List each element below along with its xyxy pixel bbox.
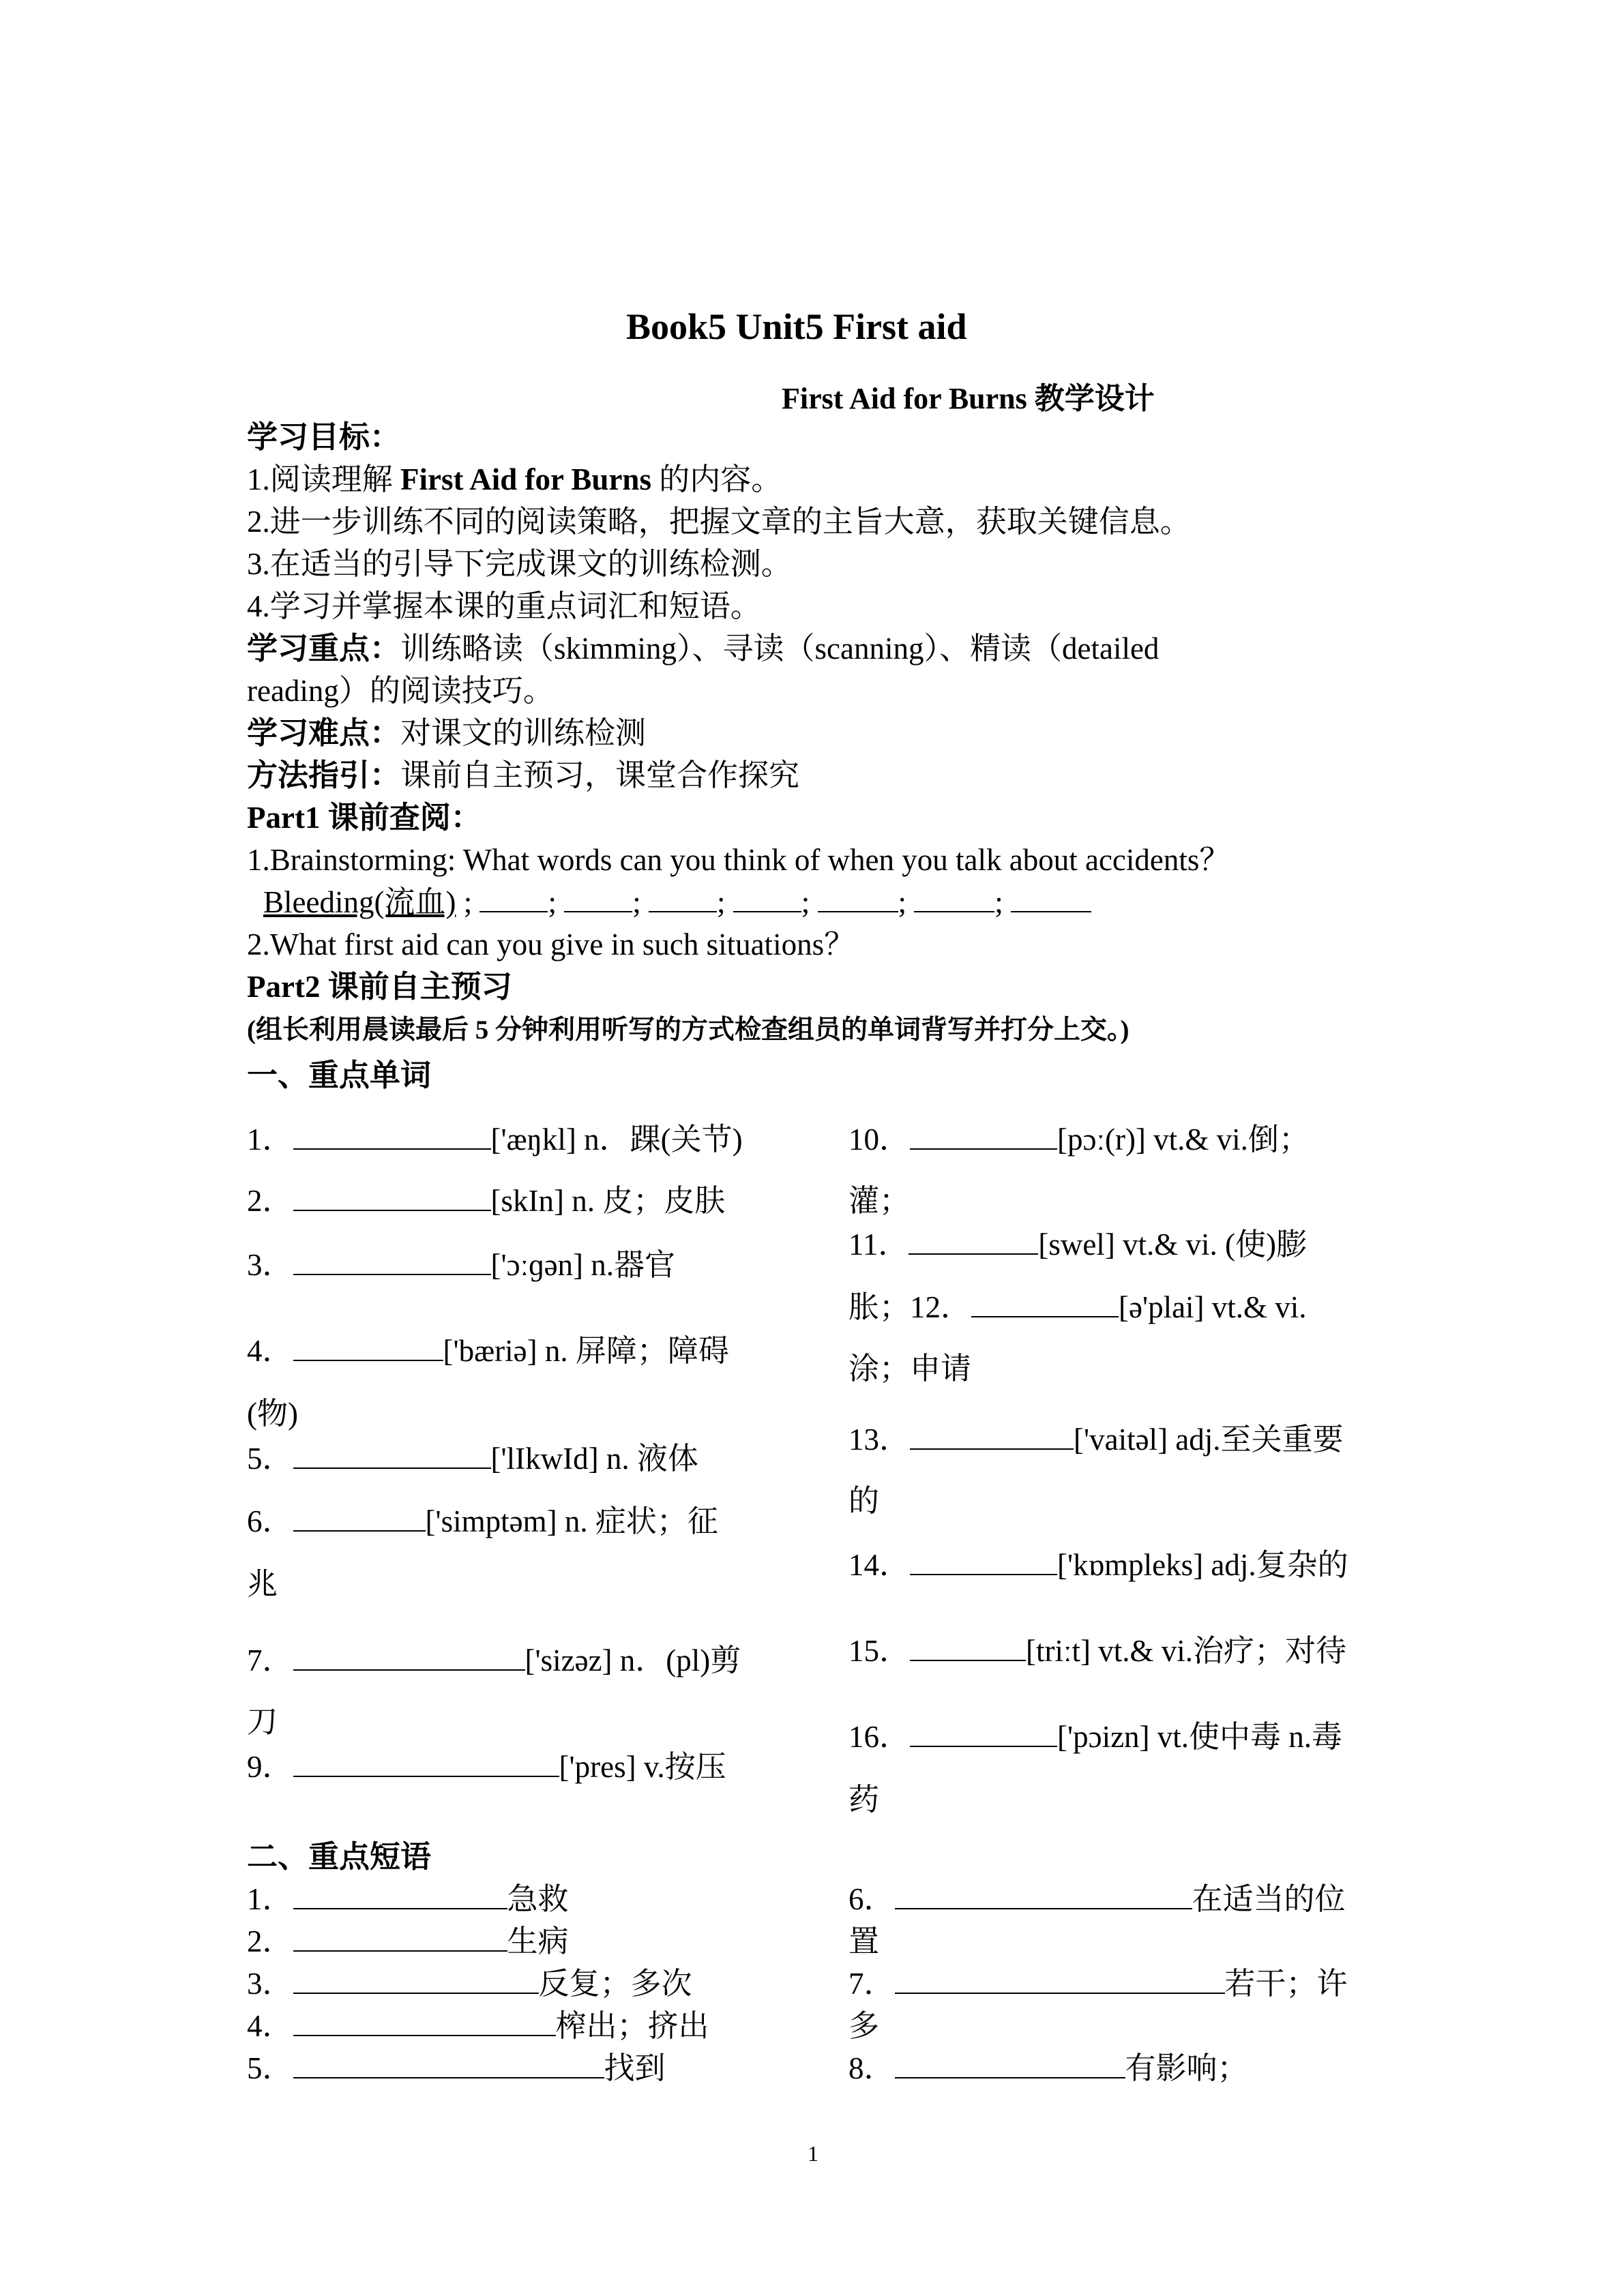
word-definition: ['simptəm] n. 症状；征 — [425, 1504, 718, 1538]
answer-blank[interactable] — [914, 881, 994, 912]
objective-4: 4.学习并掌握本课的重点词汇和短语。 — [247, 589, 761, 623]
word-definition: ['lIkwId] n. 液体 — [490, 1442, 698, 1476]
word-definition: ['ɔːɡən] n.器官 — [490, 1248, 676, 1282]
word-blank[interactable] — [971, 1286, 1119, 1317]
objective-1 — [247, 458, 782, 501]
word-item — [848, 1418, 1344, 1461]
phrase-blank[interactable] — [895, 2047, 1125, 2078]
method-line — [247, 754, 799, 796]
answer-blank[interactable] — [1011, 881, 1091, 912]
item-number: 9． — [247, 1750, 293, 1784]
word-blank[interactable] — [910, 1630, 1026, 1661]
word-definition: ['pres] v.按压 — [559, 1750, 726, 1784]
part1-question-2: 2.What first aid can you give in such situations？ — [247, 927, 855, 961]
phrases-heading: 二、重点短语 — [247, 1840, 432, 1874]
words-heading: 一、重点单词 — [247, 1058, 432, 1092]
phrase-meaning: 找到 — [604, 2051, 666, 2085]
phrase-blank[interactable] — [293, 2005, 556, 2036]
answer-blank[interactable] — [564, 881, 632, 912]
method-text: 课前自主预习，课堂合作探究 — [400, 758, 800, 792]
objective-2: 2.进一步训练不同的阅读策略，把握文章的主旨大意，获取关键信息。 — [247, 505, 1191, 539]
item-number: 5． — [247, 2051, 293, 2085]
objectives-heading: 学习目标： — [247, 420, 401, 454]
item-number: 6． — [848, 1882, 895, 1916]
phrase-item — [247, 1878, 569, 1920]
word-blank[interactable] — [910, 1118, 1057, 1150]
objective-1-prefix: 1.阅读理解 — [247, 462, 401, 496]
word-item — [848, 1544, 1348, 1586]
difficulty-text: 对课文的训练检测 — [400, 716, 647, 750]
item-number: 2． — [247, 1184, 293, 1218]
item-number: 1． — [247, 1122, 293, 1157]
item-number: 13． — [848, 1422, 911, 1457]
phrase-item — [247, 1963, 692, 2005]
phrase-blank[interactable] — [895, 1963, 1225, 1994]
word-blank[interactable] — [910, 1716, 1057, 1747]
word-definition: ['sizəz] n．(pl)剪 — [525, 1643, 741, 1678]
word-definition: [skIn] n. 皮；皮肤 — [490, 1184, 726, 1218]
phrase-meaning: 反复；多次 — [538, 1967, 692, 2001]
phrase-item — [848, 1878, 1346, 1920]
brainstorm-answer-line: Bleeding(流血) ; ; ; ; ; ; ; — [263, 881, 1091, 923]
phrase-item — [247, 2005, 709, 2047]
document-subtitle: First Aid for Burns 教学设计 — [782, 382, 1155, 415]
focus-line — [247, 627, 1159, 670]
word-item — [247, 1500, 718, 1542]
word-item — [848, 1630, 1346, 1672]
phrase-item — [247, 2047, 666, 2089]
item-number: 7． — [247, 1643, 293, 1678]
phrase-meaning: 急救 — [507, 1882, 569, 1916]
word-blank[interactable] — [293, 1746, 559, 1777]
phrase-meaning: 有影响； — [1125, 2051, 1248, 2085]
item-number: 11． — [848, 1227, 909, 1262]
part2-heading: Part2 课前自主预习 — [247, 970, 512, 1004]
word-definition: ['æŋkl] n．踝(关节) — [490, 1122, 743, 1157]
item-number: 8． — [848, 2051, 895, 2085]
item-number: 5． — [247, 1442, 293, 1476]
word-item-cont: 兆 — [247, 1567, 278, 1601]
word-definition: ['pɔizn] vt.使中毒 n.毒 — [1057, 1720, 1343, 1754]
word-item — [848, 1118, 1310, 1161]
item-number: 4． — [247, 2009, 293, 2043]
focus-text-2: reading）的阅读技巧。 — [247, 674, 554, 708]
word-blank[interactable] — [910, 1544, 1057, 1575]
word-item — [848, 1716, 1342, 1758]
difficulty-label: 学习难点： — [247, 716, 401, 750]
item-number: 2． — [247, 1924, 293, 1958]
word-item — [247, 1118, 743, 1161]
word-blank[interactable] — [909, 1223, 1038, 1255]
item-number: 16． — [848, 1720, 911, 1754]
phrase-item — [848, 2047, 1248, 2089]
word-item-cont: 的 — [848, 1484, 880, 1518]
word-item-cont: 灌； — [848, 1184, 911, 1218]
word-item-cont: (物) — [247, 1397, 298, 1431]
focus-text-1: 训练略读（skimming）、寻读（scanning）、精读（detailed — [400, 631, 1160, 666]
word-definition: ['vaitəl] adj.至关重要 — [1074, 1422, 1344, 1457]
word-definition: ['kɒmpleks] adj.复杂的 — [1057, 1548, 1348, 1582]
item-number: 6． — [247, 1504, 293, 1538]
phrase-item — [848, 1963, 1348, 2005]
objective-3: 3.在适当的引导下完成课文的训练检测。 — [247, 547, 792, 581]
word-definition: [pɔː(r)] vt.& vi.倒； — [1057, 1122, 1310, 1157]
example-answer: Bleeding(流血) — [263, 885, 456, 919]
item-number: 15． — [848, 1634, 911, 1668]
focus-label: 学习重点： — [247, 631, 401, 666]
word-blank[interactable] — [293, 1437, 491, 1469]
word-blank[interactable] — [293, 1118, 491, 1150]
phrase-meaning: 若干；许 — [1224, 1967, 1348, 2001]
item-number: 14． — [848, 1548, 911, 1582]
word-blank[interactable] — [293, 1330, 443, 1361]
page-number: 1 — [808, 2141, 818, 2166]
word-definition: [swel] vt.& vi. (使)膨 — [1038, 1227, 1308, 1262]
word-blank[interactable] — [293, 1639, 525, 1671]
answer-blank[interactable] — [479, 881, 548, 912]
phrase-item-cont: 置 — [848, 1924, 880, 1958]
answer-blank[interactable] — [733, 881, 801, 912]
phrase-item-cont: 多 — [848, 2009, 880, 2043]
item-number: 10． — [848, 1122, 911, 1157]
method-label: 方法指引： — [247, 758, 401, 792]
phrase-blank[interactable] — [293, 2047, 604, 2078]
word-item-wrapped — [848, 1286, 1307, 1328]
word-item — [247, 1180, 725, 1222]
phrase-blank[interactable] — [293, 1920, 507, 1952]
difficulty-line — [247, 712, 646, 754]
word-definition: [triːt] vt.& vi.治疗；对待 — [1026, 1634, 1346, 1668]
item-number: 4． — [247, 1334, 293, 1368]
phrase-meaning: 在适当的位 — [1192, 1882, 1346, 1916]
phrase-meaning: 生病 — [507, 1924, 569, 1958]
word-item-cont: 药 — [848, 1783, 880, 1817]
word-item-cont: 刀 — [247, 1705, 278, 1739]
word-item — [247, 1639, 741, 1682]
answer-blank[interactable] — [649, 881, 717, 912]
phrase-blank[interactable] — [293, 1878, 507, 1909]
phrase-meaning: 榨出；挤出 — [555, 2009, 709, 2043]
word-item — [247, 1330, 729, 1372]
part1-question-1: 1.Brainstorming: What words can you think of when you talk about accidents？ — [247, 843, 1230, 877]
word-definition: ['bæriə] n. 屏障；障碍 — [443, 1334, 729, 1368]
word-blank[interactable] — [910, 1418, 1074, 1450]
item-number: 1． — [247, 1882, 293, 1916]
word-blank[interactable] — [293, 1500, 426, 1532]
word-blank[interactable] — [293, 1180, 491, 1211]
phrase-blank[interactable] — [895, 1878, 1192, 1909]
word-item-cont: 涂；申请 — [848, 1352, 972, 1386]
phrase-blank[interactable] — [293, 1963, 539, 1994]
document-title: Book5 Unit5 First aid — [626, 306, 967, 347]
answer-blank[interactable] — [818, 881, 898, 912]
part1-heading: Part1 课前查阅： — [247, 801, 482, 835]
word-blank[interactable] — [293, 1244, 491, 1275]
word-item — [848, 1223, 1307, 1266]
word-item — [247, 1746, 726, 1788]
item-number: 3． — [247, 1967, 293, 2001]
item-number: 3． — [247, 1248, 293, 1282]
word-item-cont: 胀；12． — [848, 1290, 972, 1324]
objective-1-suffix: 的内容。 — [651, 462, 782, 496]
part2-note: (组长利用晨读最后 5 分钟利用听写的方式检查组员的单词背写并打分上交。) — [247, 1015, 1130, 1045]
item-number: 7． — [848, 1967, 895, 2001]
objective-1-bold: First Aid for Burns — [400, 462, 651, 496]
word-item — [247, 1437, 698, 1480]
word-item — [247, 1244, 675, 1286]
word-definition: [ə'plai] vt.& vi. — [1119, 1290, 1307, 1324]
phrase-item — [247, 1920, 569, 1963]
